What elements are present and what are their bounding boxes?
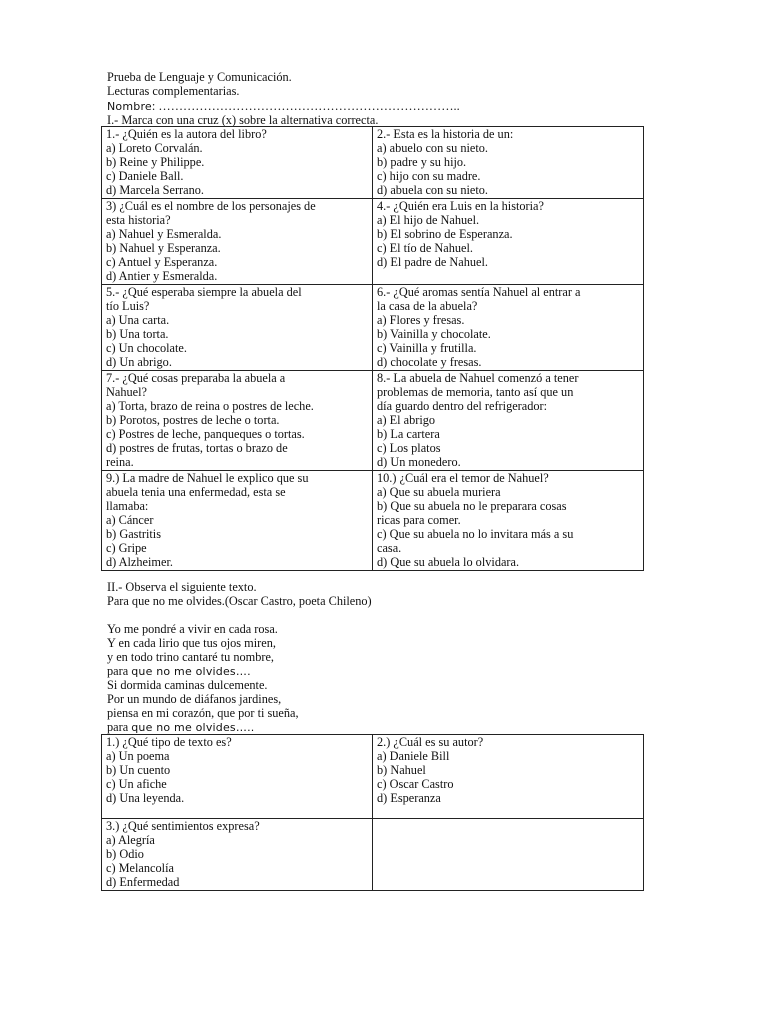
poem-line: Por un mundo de diáfanos jardines, — [107, 692, 282, 706]
test-title: Prueba de Lenguaje y Comunicación. — [107, 70, 292, 84]
question-text-line: c) hijo con su madre. — [377, 169, 481, 183]
question-text-line: c) Melancolía — [106, 861, 174, 875]
table-row — [102, 199, 644, 285]
question-cell — [373, 735, 644, 819]
question-text-line: abuela tenia una enfermedad, esta se — [106, 485, 286, 499]
question-cell — [102, 371, 373, 471]
question-text-line: 4.- ¿Quién era Luis en la historia? — [377, 199, 544, 213]
question-text-line: b) Una torta. — [106, 327, 169, 341]
question-text-line: 3) ¿Cuál es el nombre de los personajes de — [106, 199, 316, 213]
question-cell — [102, 199, 373, 285]
question-text-line: d) Que su abuela lo olvidara. — [377, 555, 520, 569]
question-text-line: d) chocolate y fresas. — [377, 355, 482, 369]
question-text-line: d) Enfermedad — [106, 875, 180, 889]
question-text-line: b) Un cuento — [106, 763, 171, 777]
name-field — [107, 99, 460, 114]
poem-line-fragment: para — [107, 720, 132, 734]
question-text-line: c) Gripe — [106, 541, 147, 555]
question-text-line: llamaba: — [106, 499, 149, 513]
question-text-line: la casa de la abuela? — [377, 299, 478, 313]
question-text-line: 2.- Esta es la historia de un: — [377, 127, 514, 141]
question-text-line: d) Alzheimer. — [106, 555, 173, 569]
question-text-line: 1.- ¿Quién es la autora del libro? — [106, 127, 267, 141]
question-text-line: a) Un poema — [106, 749, 170, 763]
question-text-line: d) Marcela Serrano. — [106, 183, 204, 197]
question-text-line: b) Vainilla y chocolate. — [377, 327, 491, 341]
poem-title: Para que no me olvides.(Oscar Castro, poeta Chileno) — [107, 594, 372, 608]
question-text-line: b) padre y su hijo. — [377, 155, 467, 169]
question-text-line: d) abuela con su nieto. — [377, 183, 488, 197]
question-cell — [102, 285, 373, 371]
question-text-line: a) Loreto Corvalán. — [106, 141, 203, 155]
question-text-line: c) Los platos — [377, 441, 441, 455]
question-text-line: a) Una carta. — [106, 313, 170, 327]
question-text-line: b) Nahuel y Esperanza. — [106, 241, 221, 255]
question-text-line: c) Un afiche — [106, 777, 167, 791]
question-text-line: a) Que su abuela muriera — [377, 485, 501, 499]
question-text-line: esta historia? — [106, 213, 171, 227]
question-text-line: d) Un abrigo. — [106, 355, 172, 369]
question-text-line: casa. — [377, 541, 402, 555]
question-text-line: b) Que su abuela no le preparara cosas — [377, 499, 567, 513]
question-text-line: a) El abrigo — [377, 413, 436, 427]
question-text-line: 6.- ¿Qué aromas sentía Nahuel al entrar a — [377, 285, 581, 299]
question-text-line: c) Postres de leche, panqueques o tortas. — [106, 427, 305, 441]
question-text-line: 3.) ¿Qué sentimientos expresa? — [106, 819, 260, 833]
question-cell — [102, 471, 373, 571]
poem-line — [107, 664, 251, 679]
question-text-line: b) El sobrino de Esperanza. — [377, 227, 513, 241]
question-text-line: b) Nahuel — [377, 763, 426, 777]
question-text-line: problemas de memoria, tanto así que un — [377, 385, 574, 399]
question-text-line: d) postres de frutas, tortas o brazo de — [106, 441, 288, 455]
question-cell — [102, 735, 373, 819]
table-row — [102, 471, 644, 571]
question-text-line: 9.) La madre de Nahuel le explico que su — [106, 471, 309, 485]
question-text-line: tío Luis? — [106, 299, 150, 313]
question-text-line: a) Daniele Bill — [377, 749, 450, 763]
question-cell — [102, 127, 373, 199]
section1-instruction: I.- Marca con una cruz (x) sobre la alternativa correcta. — [107, 113, 379, 127]
question-text-line: Nahuel? — [106, 385, 147, 399]
question-text-line: a) abuelo con su nieto. — [377, 141, 488, 155]
question-text-line: b) Porotos, postres de leche o torta. — [106, 413, 280, 427]
question-text-line: d) Una leyenda. — [106, 791, 185, 805]
question-text-line: a) Cáncer — [106, 513, 154, 527]
question-text-line: b) Odio — [106, 847, 144, 861]
question-text-line: 5.- ¿Qué esperaba siempre la abuela del — [106, 285, 302, 299]
question-text-line: ricas para comer. — [377, 513, 461, 527]
question-text-line: a) Alegría — [106, 833, 155, 847]
table-row — [102, 285, 644, 371]
question-text-line: d) Esperanza — [377, 791, 441, 805]
question-text-line: reina. — [106, 455, 134, 469]
section2-instruction: II.- Observa el siguiente texto. — [107, 580, 257, 594]
table-row — [102, 735, 644, 819]
question-text-line: 7.- ¿Qué cosas preparaba la abuela a — [106, 371, 286, 385]
question-cell — [102, 819, 373, 891]
question-cell — [373, 199, 644, 285]
question-text-line: d) El padre de Nahuel. — [377, 255, 488, 269]
question-text-line: a) Flores y fresas. — [377, 313, 465, 327]
empty-cell — [373, 819, 644, 891]
question-text-line: día guardo dentro del refrigerador: — [377, 399, 548, 413]
question-text-line: c) Daniele Ball. — [106, 169, 184, 183]
question-text-line: 2.) ¿Cuál es su autor? — [377, 735, 484, 749]
poem-line: y en todo trino cantaré tu nombre, — [107, 650, 274, 664]
name-label: Nombre — [107, 100, 152, 113]
poem-line: Y en cada lirio que tus ojos miren, — [107, 636, 276, 650]
question-text-line: a) Nahuel y Esmeralda. — [106, 227, 222, 241]
question-text-line: a) El hijo de Nahuel. — [377, 213, 480, 227]
section2-question-table — [101, 734, 644, 891]
question-text-line: c) Vainilla y frutilla. — [377, 341, 477, 355]
poem-line: Yo me pondré a vivir en cada rosa. — [107, 622, 278, 636]
question-text-line: c) Antuel y Esperanza. — [106, 255, 218, 269]
question-text-line: c) Que su abuela no lo invitara más a su — [377, 527, 574, 541]
question-text-line: 1.) ¿Qué tipo de texto es? — [106, 735, 232, 749]
poem-line-fragment: que no me olvides…. — [131, 665, 251, 678]
question-text-line: a) Torta, brazo de reina o postres de leche. — [106, 399, 314, 413]
table-row — [102, 127, 644, 199]
poem-line: Si dormida caminas dulcemente. — [107, 678, 268, 692]
question-cell — [373, 371, 644, 471]
poem-line — [107, 720, 254, 735]
name-blank-line: : ……………………………………………………………….. — [151, 99, 460, 113]
question-text-line: d) Antier y Esmeralda. — [106, 269, 218, 283]
question-text-line: c) El tío de Nahuel. — [377, 241, 473, 255]
poem-line-fragment: para — [107, 664, 132, 678]
poem-line-fragment: que no me olvides….. — [131, 721, 255, 734]
question-text-line: d) Un monedero. — [377, 455, 461, 469]
table-row — [102, 819, 644, 891]
question-text-line: c) Oscar Castro — [377, 777, 454, 791]
question-text-line: 10.) ¿Cuál era el temor de Nahuel? — [377, 471, 549, 485]
test-subtitle: Lecturas complementarias. — [107, 84, 240, 98]
question-text-line: c) Un chocolate. — [106, 341, 187, 355]
question-cell — [373, 471, 644, 571]
section1-question-table — [101, 126, 644, 571]
question-text-line: b) Reine y Philippe. — [106, 155, 205, 169]
table-row — [102, 371, 644, 471]
question-cell — [373, 127, 644, 199]
poem-line: piensa en mi corazón, que por ti sueña, — [107, 706, 299, 720]
question-text-line: 8.- La abuela de Nahuel comenzó a tener — [377, 371, 579, 385]
question-cell — [373, 285, 644, 371]
question-text-line: b) La cartera — [377, 427, 440, 441]
question-text-line: b) Gastritis — [106, 527, 161, 541]
